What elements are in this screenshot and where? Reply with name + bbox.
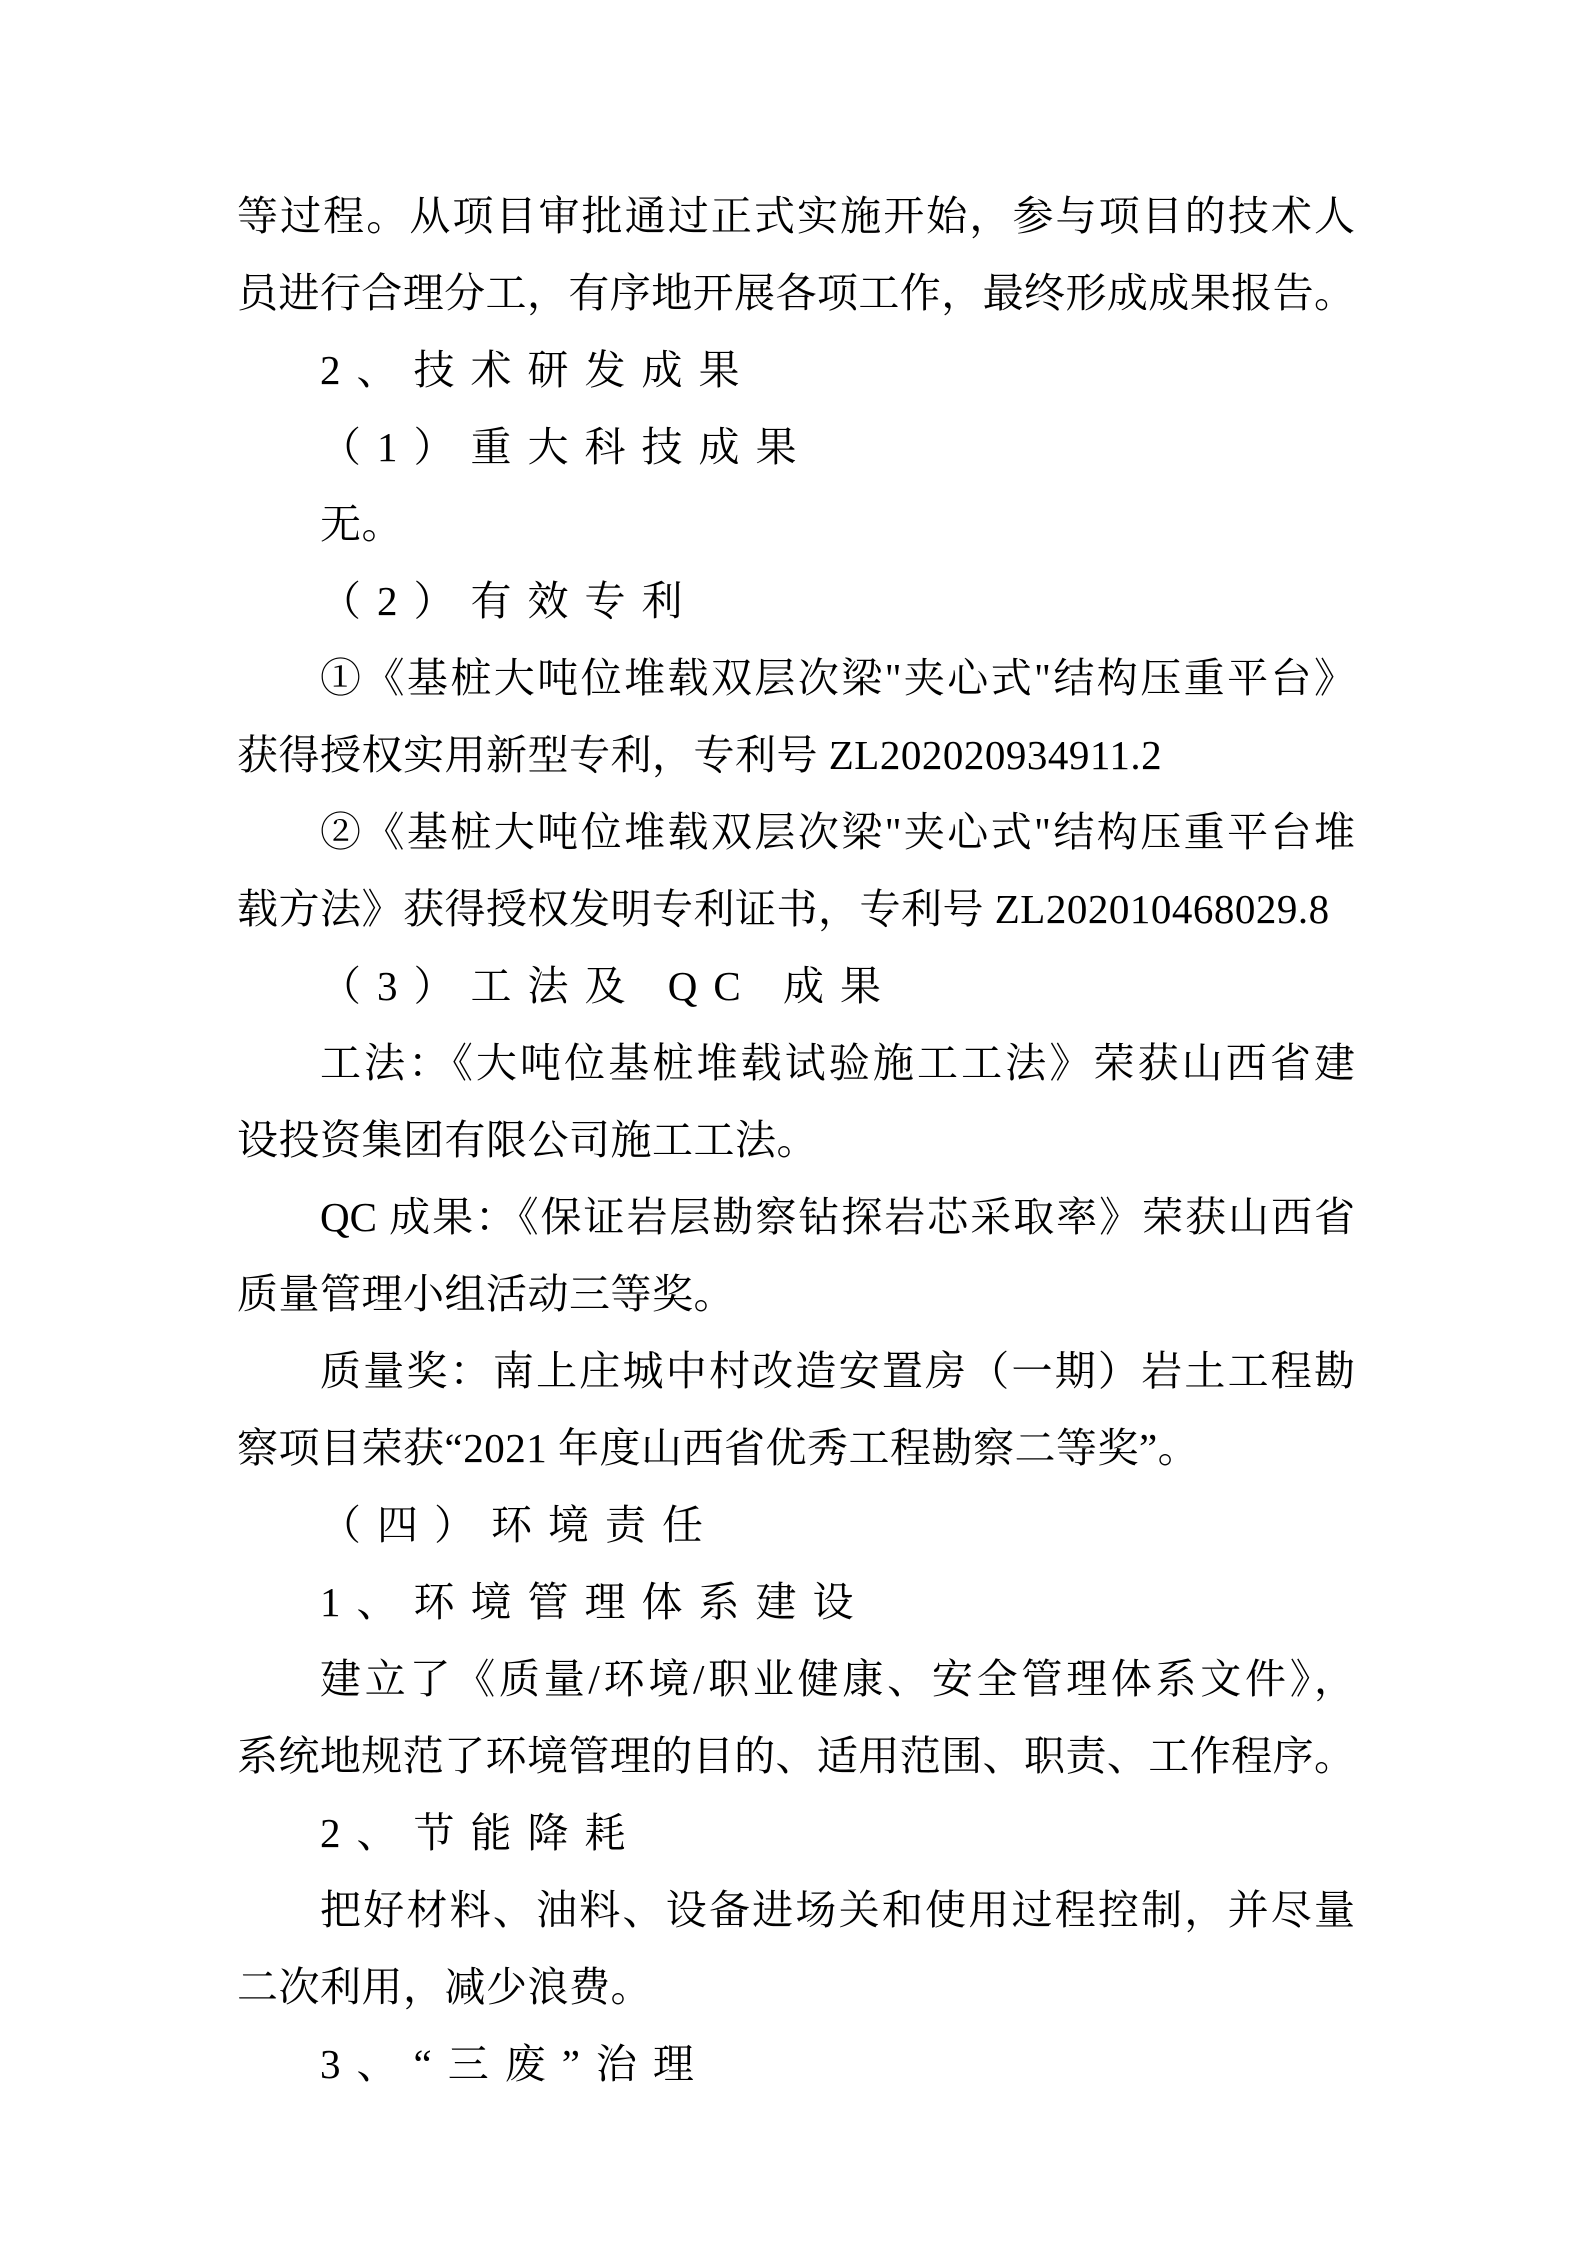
- doc-line: 载方法》获得授权发明专利证书，专利号 ZL202010468029.8: [237, 886, 1330, 932]
- doc-line-heading: 2、节能降耗: [320, 1810, 642, 1856]
- doc-line: QC 成果：《保证岩层勘察钻探岩芯采取率》荣获山西省: [320, 1194, 1355, 1240]
- doc-line-heading: （1）重大科技成果: [320, 424, 813, 470]
- doc-line: 建立了《质量/环境/职业健康、安全管理体系文件》，: [320, 1656, 1355, 1702]
- doc-line: 察项目荣获“2021 年度山西省优秀工程勘察二等奖”。: [237, 1425, 1200, 1471]
- document-page: [237, 178, 1355, 2103]
- doc-line: 获得授权实用新型专利，专利号 ZL202020934911.2: [237, 732, 1163, 778]
- doc-line-heading: （四）环境责任: [320, 1502, 719, 1548]
- doc-line-heading: （2）有效专利: [320, 578, 699, 624]
- doc-line-heading: （3）工法及 QC 成果: [320, 963, 897, 1009]
- doc-line: 二次利用，减少浪费。: [237, 1964, 652, 2010]
- doc-line: 无。: [320, 501, 403, 547]
- doc-line: 把好材料、油料、设备进场关和使用过程控制，并尽量: [320, 1887, 1355, 1933]
- doc-line: ①《基桩大吨位堆载双层次梁"夹心式"结构压重平台》: [320, 655, 1355, 701]
- doc-line: 质量管理小组活动三等奖。: [237, 1271, 735, 1317]
- doc-line-heading: 1、环境管理体系建设: [320, 1579, 870, 1625]
- doc-line: 设投资集团有限公司施工工法。: [237, 1117, 818, 1163]
- doc-line-heading: 3、“三废”治理: [320, 2041, 710, 2087]
- doc-line: 系统地规范了环境管理的目的、适用范围、职责、工作程序。: [237, 1733, 1355, 1779]
- doc-line: 工法：《大吨位基桩堆载试验施工工法》荣获山西省建: [320, 1040, 1355, 1086]
- doc-line: 质量奖：南上庄城中村改造安置房（一期）岩土工程勘: [320, 1348, 1355, 1394]
- doc-line-heading: 2、技术研发成果: [320, 347, 756, 393]
- doc-line: 等过程。从项目审批通过正式实施开始，参与项目的技术人: [237, 193, 1355, 239]
- doc-line: 员进行合理分工，有序地开展各项工作，最终形成成果报告。: [237, 270, 1355, 316]
- doc-line: ②《基桩大吨位堆载双层次梁"夹心式"结构压重平台堆: [320, 809, 1355, 855]
